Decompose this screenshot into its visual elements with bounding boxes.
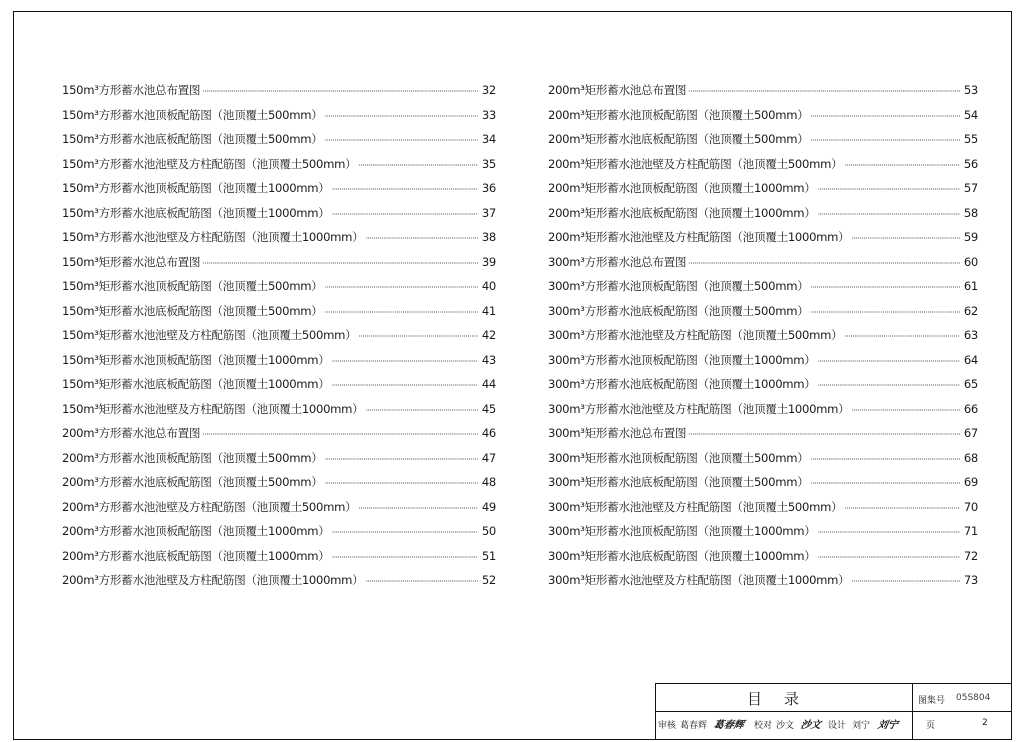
toc-entry — [548, 548, 978, 573]
toc-entry-page: 57 — [963, 181, 978, 195]
toc-entry — [62, 107, 496, 132]
dot-leader — [851, 577, 960, 586]
toc-right-column — [548, 82, 978, 597]
toc-entry-title: 300m³方形蓄水池底板配筋图（池顶覆土500mm） — [548, 303, 809, 318]
toc-entry — [548, 474, 978, 499]
dot-leader — [325, 112, 479, 121]
dot-leader — [332, 528, 478, 537]
toc-entry-page: 33 — [481, 107, 496, 122]
dot-leader — [844, 332, 960, 341]
dot-leader — [818, 185, 960, 194]
toc-entry — [548, 254, 978, 279]
toc-entry — [62, 499, 496, 524]
design-name: 刘宁 — [852, 721, 871, 731]
toc-entry-page: 49 — [481, 499, 496, 514]
toc-entry — [548, 107, 978, 132]
toc-entry — [548, 499, 978, 524]
toc-entry-page: 71 — [963, 524, 978, 538]
toc-entry-title: 200m³方形蓄水池顶板配筋图（池顶覆土1000mm） — [62, 524, 330, 538]
dot-leader — [358, 332, 478, 341]
toc-entry — [548, 352, 978, 377]
toc-entry-title: 200m³矩形蓄水池底板配筋图（池顶覆土500mm） — [548, 132, 809, 146]
toc-entry — [62, 474, 496, 499]
toc-entry — [62, 278, 496, 303]
toc-entry-page: 36 — [481, 181, 496, 195]
toc-entry — [62, 82, 496, 107]
toc-entry-page: 50 — [481, 524, 496, 538]
check-signature: 沙文 — [799, 720, 822, 731]
atlas-label: 图集号 — [918, 696, 946, 706]
toc-entry-title: 200m³方形蓄水池顶板配筋图（池顶覆土500mm） — [62, 450, 323, 465]
toc-left-column — [62, 82, 496, 597]
toc-entry-page: 62 — [963, 303, 978, 318]
dot-leader — [688, 430, 960, 439]
toc-entry-title: 200m³矩形蓄水池总布置图 — [548, 83, 687, 97]
dot-leader — [365, 577, 478, 586]
title-block — [655, 683, 1011, 739]
page-title: 目录 — [746, 690, 821, 708]
toc-entry — [548, 572, 978, 597]
toc-entry — [548, 278, 978, 303]
toc-entry-title: 300m³矩形蓄水池池壁及方柱配筋图（池顶覆土500mm） — [548, 499, 843, 514]
toc-entry-title: 200m³矩形蓄水池池壁及方柱配筋图（池顶覆土1000mm） — [548, 230, 850, 244]
review-name: 葛春辉 — [680, 721, 708, 731]
toc-entry-page: 43 — [481, 352, 496, 367]
toc-entry-title: 200m³方形蓄水池池壁及方柱配筋图（池顶覆土500mm） — [62, 499, 357, 514]
dot-leader — [202, 259, 478, 268]
toc-entry-page: 42 — [481, 328, 496, 342]
toc-entry — [62, 327, 496, 352]
toc-entry — [62, 376, 496, 401]
toc-entry-page: 53 — [963, 83, 978, 97]
toc-entry-page: 63 — [963, 328, 978, 342]
toc-entry-title: 200m³方形蓄水池底板配筋图（池顶覆土1000mm） — [62, 548, 330, 563]
toc-entry — [62, 425, 496, 450]
toc-entry-title: 150m³矩形蓄水池顶板配筋图（池顶覆土1000mm） — [62, 352, 330, 367]
toc-entry — [62, 450, 496, 475]
toc-entry-title: 300m³方形蓄水池底板配筋图（池顶覆土1000mm） — [548, 377, 816, 391]
toc-entry-page: 59 — [963, 230, 978, 244]
toc-entry — [548, 229, 978, 254]
toc-entry-page: 47 — [481, 450, 496, 465]
toc-entry — [62, 156, 496, 181]
dot-leader — [325, 479, 479, 488]
toc-entry-title: 200m³矩形蓄水池顶板配筋图（池顶覆土1000mm） — [548, 181, 816, 195]
toc-entry — [548, 82, 978, 107]
toc-entry-title: 300m³矩形蓄水池底板配筋图（池顶覆土500mm） — [548, 475, 809, 489]
toc-entry-title: 300m³矩形蓄水池顶板配筋图（池顶覆土500mm） — [548, 450, 809, 465]
toc-entry-page: 51 — [481, 548, 496, 563]
toc-entry-page: 41 — [481, 303, 496, 318]
dot-leader — [332, 381, 478, 390]
toc-entry-title: 300m³方形蓄水池池壁及方柱配筋图（池顶覆土1000mm） — [548, 401, 850, 416]
toc-entry-title: 150m³方形蓄水池顶板配筋图（池顶覆土500mm） — [62, 107, 323, 122]
toc-entry — [548, 327, 978, 352]
toc-entry-title: 150m³方形蓄水池总布置图 — [62, 83, 201, 97]
dot-leader — [811, 112, 961, 121]
toc-entry — [548, 131, 978, 156]
toc-entry-page: 46 — [481, 426, 496, 440]
toc-entry-title: 300m³矩形蓄水池底板配筋图（池顶覆土1000mm） — [548, 548, 816, 563]
toc-entry-title: 150m³方形蓄水池池壁及方柱配筋图（池顶覆土500mm） — [62, 156, 357, 171]
toc-entry-page: 65 — [963, 377, 978, 391]
dot-leader — [202, 430, 478, 439]
toc-entry-title: 200m³方形蓄水池总布置图 — [62, 426, 201, 440]
toc-entry-page: 32 — [481, 83, 496, 97]
toc-entry-title: 300m³方形蓄水池顶板配筋图（池顶覆土1000mm） — [548, 352, 816, 367]
toc-entry — [548, 156, 978, 181]
dot-leader — [818, 210, 960, 219]
toc-entry-title: 150m³矩形蓄水池底板配筋图（池顶覆土1000mm） — [62, 377, 330, 391]
toc-entry — [62, 548, 496, 573]
toc-entry — [62, 401, 496, 426]
toc-entry-page: 72 — [963, 548, 978, 563]
toc-entry — [62, 180, 496, 205]
dot-leader — [325, 308, 479, 317]
toc-entry — [62, 572, 496, 597]
toc-entry-title: 200m³矩形蓄水池顶板配筋图（池顶覆土500mm） — [548, 107, 809, 122]
toc-entry-title: 150m³方形蓄水池顶板配筋图（池顶覆土1000mm） — [62, 181, 330, 195]
toc-entry-page: 39 — [481, 254, 496, 269]
toc-entry — [62, 254, 496, 279]
toc-entry-page: 73 — [963, 573, 978, 587]
toc-entry-page: 35 — [481, 156, 496, 171]
toc-entry-title: 150m³矩形蓄水池顶板配筋图（池顶覆土500mm） — [62, 279, 323, 293]
check-name: 沙文 — [776, 721, 795, 731]
toc-entry-title: 300m³方形蓄水池总布置图 — [548, 254, 687, 269]
toc-entry-page: 45 — [481, 401, 496, 416]
toc-entry — [548, 376, 978, 401]
dot-leader — [811, 283, 961, 292]
review-label: 审核 — [658, 721, 677, 731]
toc-entry-page: 37 — [481, 205, 496, 220]
dot-leader — [688, 87, 960, 96]
dot-leader — [202, 87, 478, 96]
toc-entry-title: 150m³方形蓄水池池壁及方柱配筋图（池顶覆土1000mm） — [62, 230, 364, 244]
toc-entry-page: 58 — [963, 205, 978, 220]
title-block-rule — [656, 711, 1011, 712]
toc-entry-title: 300m³矩形蓄水池池壁及方柱配筋图（池顶覆土1000mm） — [548, 573, 850, 587]
toc-entry — [62, 205, 496, 230]
dot-leader — [332, 357, 478, 366]
dot-leader — [358, 504, 478, 513]
dot-leader — [811, 136, 961, 145]
toc-entry-page: 52 — [481, 573, 496, 587]
dot-leader — [818, 553, 960, 562]
toc-entry-title: 300m³矩形蓄水池总布置图 — [548, 426, 687, 440]
review-signature: 葛春辉 — [712, 720, 745, 731]
toc-entry — [62, 303, 496, 328]
toc-entry — [62, 229, 496, 254]
dot-leader — [851, 406, 960, 415]
toc-entry-title: 200m³矩形蓄水池池壁及方柱配筋图（池顶覆土500mm） — [548, 156, 843, 171]
dot-leader — [818, 357, 960, 366]
dot-leader — [851, 234, 960, 243]
toc-entry-page: 54 — [963, 107, 978, 122]
toc-entry-title: 150m³矩形蓄水池池壁及方柱配筋图（池顶覆土500mm） — [62, 328, 357, 342]
toc-entry-page: 68 — [963, 450, 978, 465]
dot-leader — [365, 234, 478, 243]
toc-entry — [62, 523, 496, 548]
toc-entry-page: 64 — [963, 352, 978, 367]
check-label: 校对 — [754, 721, 773, 731]
toc-entry-title: 150m³方形蓄水池底板配筋图（池顶覆土1000mm） — [62, 205, 330, 220]
dot-leader — [325, 283, 479, 292]
toc-entry — [548, 180, 978, 205]
toc-entry — [548, 401, 978, 426]
dot-leader — [332, 553, 478, 562]
toc-entry-page: 61 — [963, 279, 978, 293]
toc-entry-page: 38 — [481, 230, 496, 244]
dot-leader — [818, 528, 960, 537]
dot-leader — [811, 479, 961, 488]
toc-entry — [62, 352, 496, 377]
toc-entry — [62, 131, 496, 156]
toc-entry-page: 66 — [963, 401, 978, 416]
toc-entry — [548, 205, 978, 230]
toc-entry — [548, 523, 978, 548]
toc-entry-title: 300m³方形蓄水池顶板配筋图（池顶覆土500mm） — [548, 279, 809, 293]
toc-entry-title: 200m³矩形蓄水池底板配筋图（池顶覆土1000mm） — [548, 205, 816, 220]
atlas-number: 05S804 — [956, 693, 991, 703]
dot-leader — [818, 381, 960, 390]
toc-entry-page: 55 — [963, 132, 978, 146]
toc-entry-title: 300m³矩形蓄水池顶板配筋图（池顶覆土1000mm） — [548, 524, 816, 538]
toc-entry-page: 67 — [963, 426, 978, 440]
toc-entry-page: 40 — [481, 279, 496, 293]
toc-entry-page: 56 — [963, 156, 978, 171]
toc-entry-title: 300m³方形蓄水池池壁及方柱配筋图（池顶覆土500mm） — [548, 328, 843, 342]
dot-leader — [332, 210, 478, 219]
dot-leader — [688, 259, 960, 268]
toc-entry-title: 150m³矩形蓄水池总布置图 — [62, 254, 201, 269]
toc-entry-page: 70 — [963, 499, 978, 514]
dot-leader — [811, 308, 961, 317]
dot-leader — [325, 136, 479, 145]
toc-entry-title: 150m³矩形蓄水池池壁及方柱配筋图（池顶覆土1000mm） — [62, 401, 364, 416]
toc-entry — [548, 303, 978, 328]
dot-leader — [358, 161, 478, 170]
toc-entry-page: 48 — [481, 475, 496, 489]
toc-entry-title: 200m³方形蓄水池底板配筋图（池顶覆土500mm） — [62, 475, 323, 489]
toc-entry-page: 60 — [963, 254, 978, 269]
dot-leader — [365, 406, 478, 415]
dot-leader — [332, 185, 478, 194]
page-label: 页 — [926, 721, 936, 731]
toc-entry — [548, 450, 978, 475]
toc-entry-page: 69 — [963, 475, 978, 489]
page-number: 2 — [982, 718, 988, 728]
toc-entry-title: 150m³方形蓄水池底板配筋图（池顶覆土500mm） — [62, 132, 323, 146]
dot-leader — [844, 504, 960, 513]
toc-entry-title: 200m³方形蓄水池池壁及方柱配筋图（池顶覆土1000mm） — [62, 573, 364, 587]
design-signature: 刘宁 — [876, 720, 899, 731]
design-label: 设计 — [828, 721, 847, 731]
dot-leader — [844, 161, 960, 170]
toc-entry-page: 44 — [481, 377, 496, 391]
dot-leader — [811, 455, 961, 464]
toc-entry — [548, 425, 978, 450]
dot-leader — [325, 455, 479, 464]
toc-entry-title: 150m³矩形蓄水池底板配筋图（池顶覆土500mm） — [62, 303, 323, 318]
toc-entry-page: 34 — [481, 132, 496, 146]
